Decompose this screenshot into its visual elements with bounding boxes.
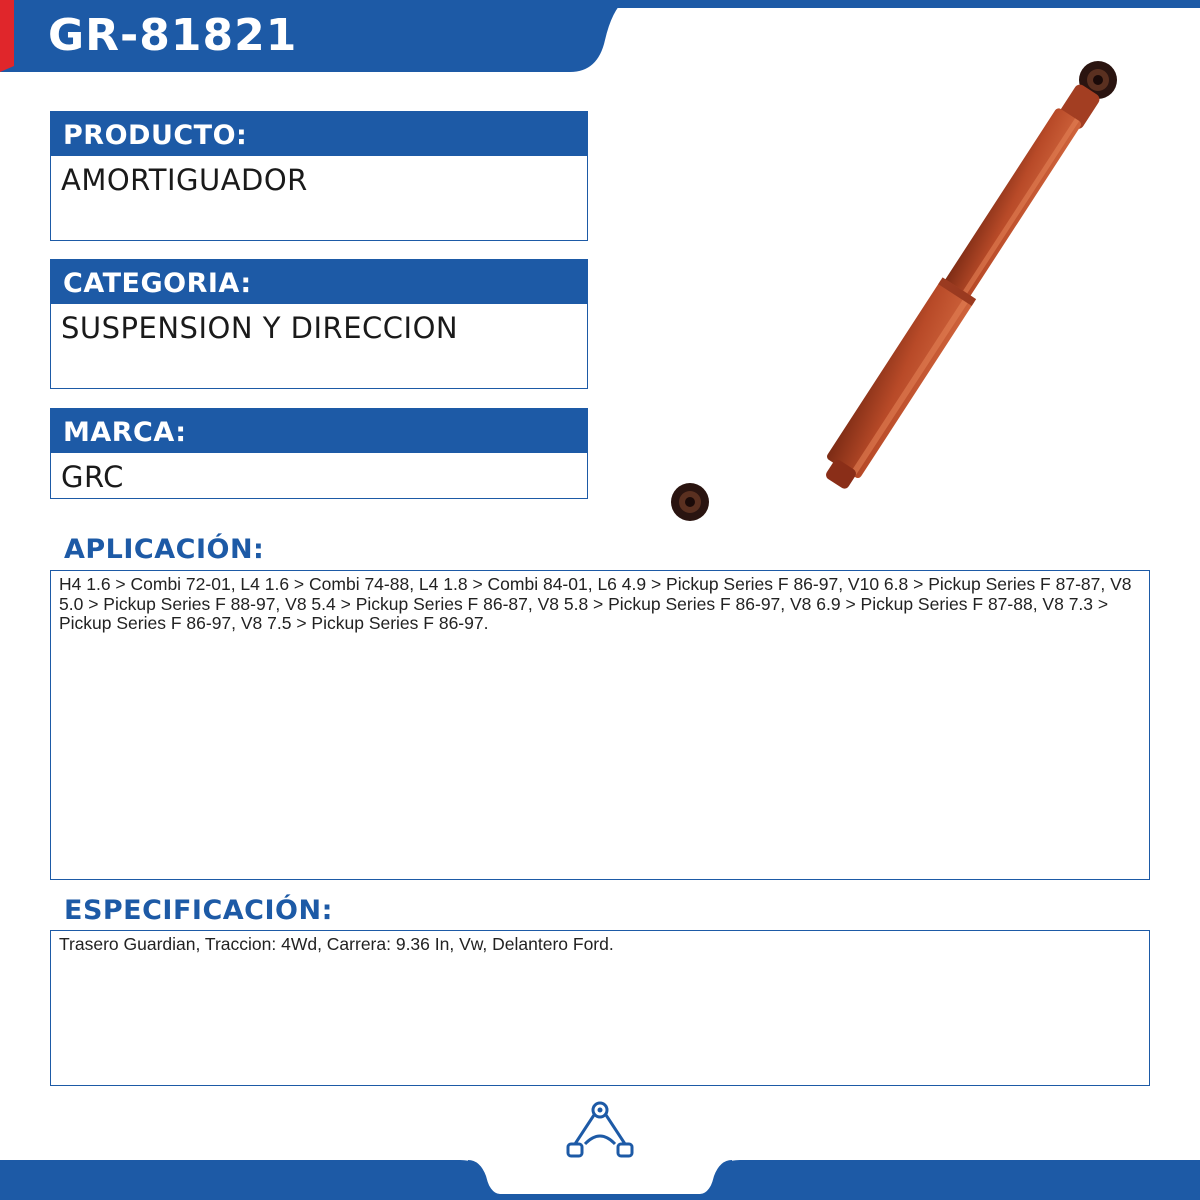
suspension-control-arm-icon	[565, 1100, 635, 1162]
aplicacion-text: H4 1.6 > Combi 72-01, L4 1.6 > Combi 74-88, L4 1.8 > Combi 84-01, L6 4.9 > Pickup Series F 86-97, V10 6.8 > Pickup Series F 87-87, V8 5.0 > Pickup Series F 88-97, V8 5.4 > Pickup Series F 86-87, V8 5.8 > Pickup Series F 86-97, V8 6.9 > Pickup Series F 87-88, V8 7.3 > Pickup Series F 86-97, V8 7.5 > Pickup Series F 86-97.	[50, 570, 1150, 880]
producto-label: PRODUCTO:	[51, 112, 587, 156]
shock-absorber-image	[640, 40, 1140, 540]
producto-field	[50, 111, 588, 241]
categoria-value: SUSPENSION Y DIRECCION	[61, 311, 459, 345]
aplicacion-title: APLICACIÓN:	[64, 534, 265, 565]
categoria-field	[50, 259, 588, 389]
marca-label: MARCA:	[51, 409, 587, 453]
part-number: GR-81821	[48, 10, 298, 61]
especificacion-text: Trasero Guardian, Traccion: 4Wd, Carrera: 9.36 In, Vw, Delantero Ford.	[50, 930, 1150, 1086]
categoria-label: CATEGORIA:	[51, 260, 587, 304]
producto-value: AMORTIGUADOR	[61, 163, 308, 197]
marca-field	[50, 408, 588, 499]
footer-category-label: SUSPENSIÓN Y DIRECCIÓN	[501, 1162, 699, 1178]
especificacion-title: ESPECIFICACIÓN:	[64, 895, 333, 926]
marca-value: GRC	[61, 460, 124, 494]
